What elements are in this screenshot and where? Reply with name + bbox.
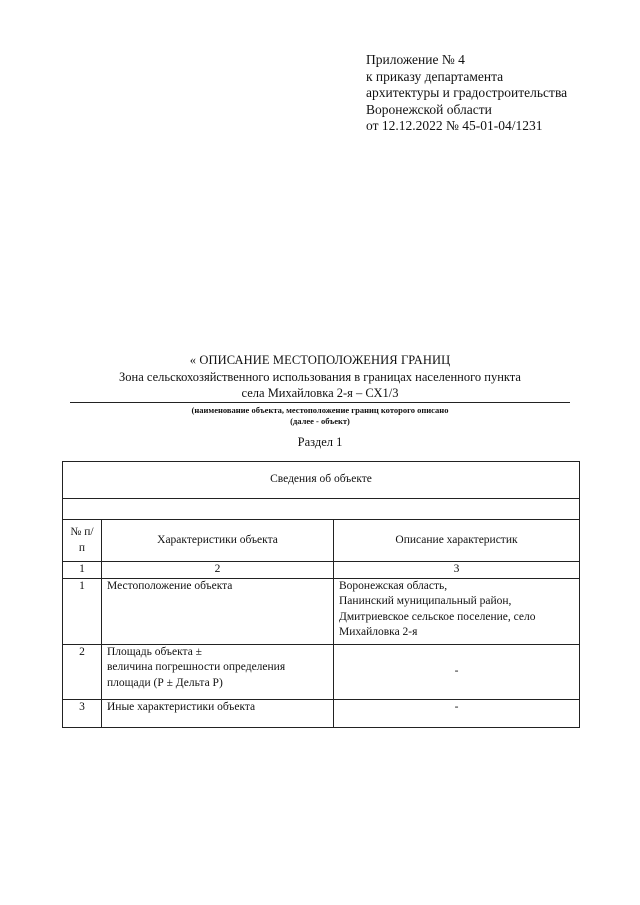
row-number: 1 bbox=[63, 578, 102, 644]
appendix-line: к приказу департамента bbox=[366, 68, 504, 84]
row-characteristic: Иные характеристики объекта bbox=[102, 699, 334, 727]
document-title: « ОПИСАНИЕ МЕСТОПОЛОЖЕНИЯ ГРАНИЦ bbox=[189, 353, 451, 367]
appendix-line: Воронежской области bbox=[366, 101, 492, 117]
description-line: Воронежская область, bbox=[339, 579, 448, 592]
empty-cell bbox=[63, 499, 580, 520]
characteristic-line: Площадь объекта ± bbox=[107, 645, 202, 658]
table-header-row bbox=[63, 520, 580, 562]
document-heading bbox=[70, 352, 570, 450]
row-characteristic: Местоположение объекта bbox=[102, 578, 334, 644]
table-row bbox=[63, 578, 580, 644]
appendix-line: архитектуры и градостроительства bbox=[366, 85, 568, 101]
header-num: № п/п bbox=[63, 520, 102, 562]
description-line: Михайловка 2-я bbox=[339, 626, 418, 638]
row-characteristic bbox=[102, 644, 334, 699]
appendix-line: от 12.12.2022 № 45-01-04/1231 bbox=[366, 118, 543, 134]
appendix-block bbox=[366, 52, 628, 135]
object-name-note: (наименование объекта, местоположение границ которого описано bbox=[191, 405, 449, 415]
row-description: - bbox=[334, 699, 580, 727]
row-number: 3 bbox=[63, 699, 102, 727]
column-number-row bbox=[63, 562, 580, 579]
object-name-line: Зона сельскохозяйственного использования в границах населенного пункта bbox=[119, 370, 521, 384]
object-info-table bbox=[62, 461, 580, 728]
header-description: Описание характеристик bbox=[334, 520, 580, 562]
row-description: - bbox=[334, 644, 580, 699]
characteristic-line: величина погрешности определения bbox=[107, 661, 286, 673]
row-number: 2 bbox=[63, 644, 102, 699]
row-description bbox=[334, 578, 580, 644]
description-line: Дмитриевское сельское поселение, село bbox=[339, 610, 536, 623]
column-number: 1 bbox=[63, 562, 102, 579]
characteristic-line: площади (Р ± Дельта Р) bbox=[107, 676, 223, 689]
table-spacer-row bbox=[63, 499, 580, 520]
table-caption-row bbox=[63, 462, 580, 499]
section-label: Раздел 1 bbox=[297, 435, 343, 449]
table-row bbox=[63, 644, 580, 699]
appendix-line: Приложение № 4 bbox=[366, 52, 465, 67]
column-number: 3 bbox=[334, 562, 580, 579]
header-characteristic: Характеристики объекта bbox=[102, 520, 334, 562]
table-row bbox=[63, 699, 580, 727]
object-name-line: села Михайловка 2-я – СХ1/3 bbox=[241, 386, 399, 400]
column-number: 2 bbox=[102, 562, 334, 579]
description-line: Панинский муниципальный район, bbox=[339, 595, 512, 607]
underline-divider bbox=[70, 402, 570, 403]
object-name-note: (далее - объект) bbox=[290, 416, 350, 426]
table-caption: Сведения об объекте bbox=[63, 462, 580, 499]
